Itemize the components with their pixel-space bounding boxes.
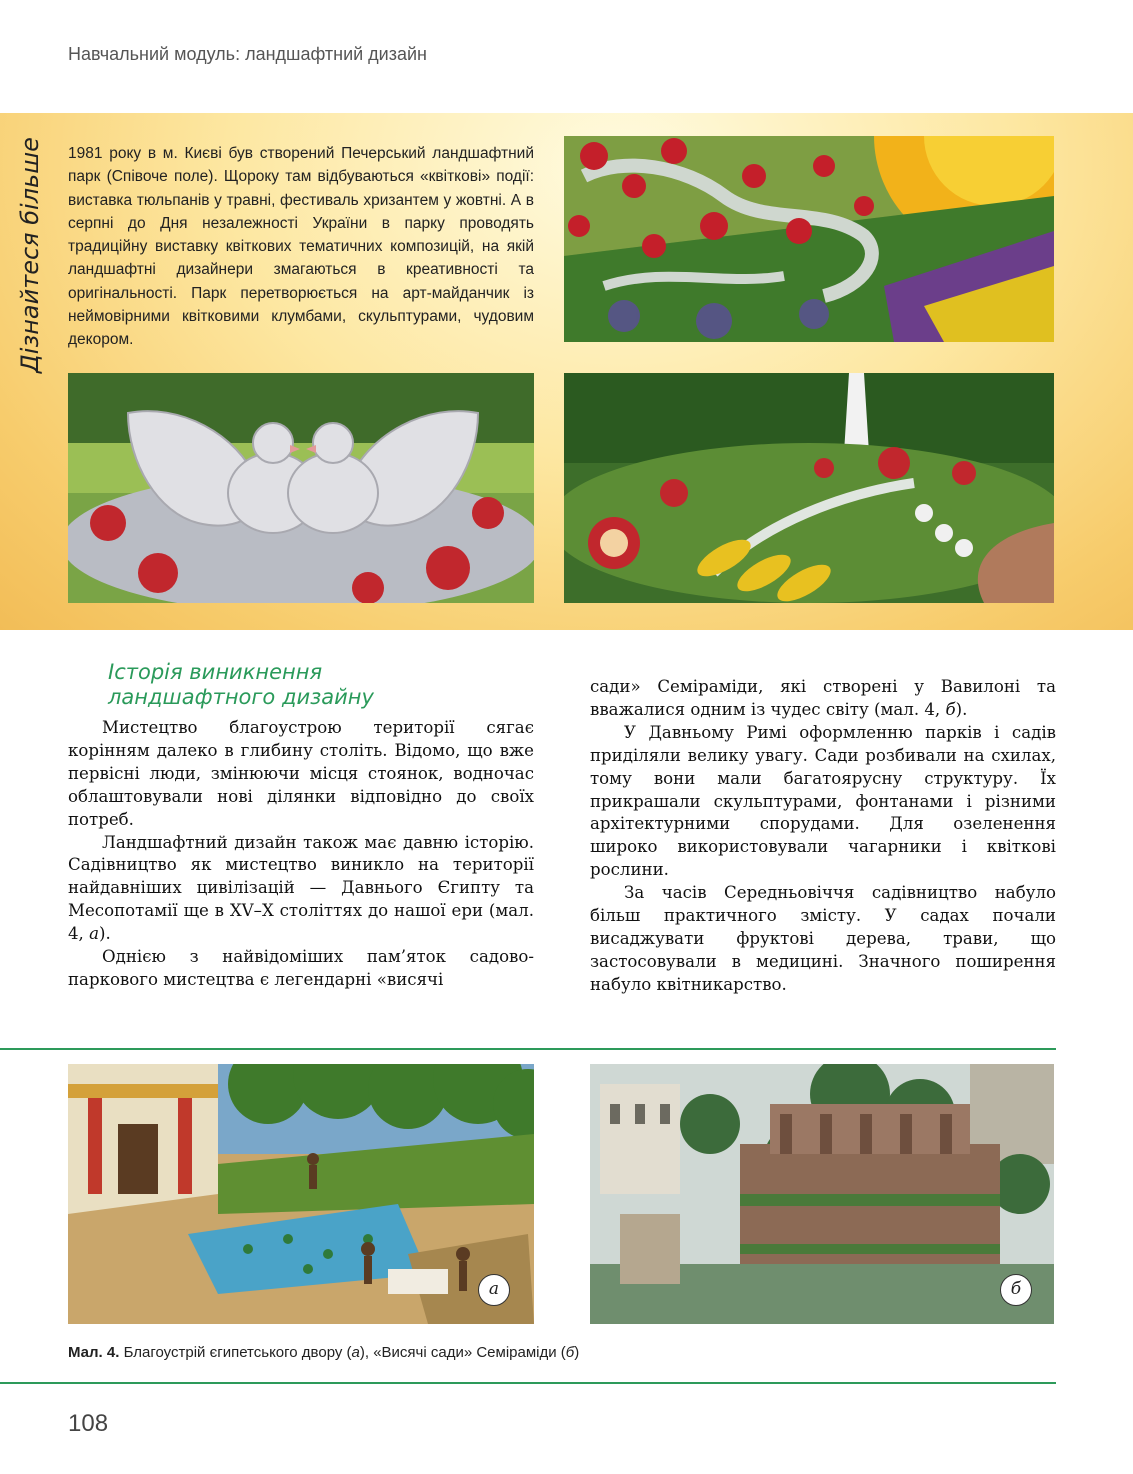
figure-ref: а <box>89 924 100 944</box>
figure-ref: б <box>945 699 956 719</box>
flower-carpet-photo <box>564 136 1054 342</box>
paragraph: Однією з найвідоміших пам’яток садово-паркового мистецтва є легендарні «висячі <box>68 947 534 989</box>
figure-top-rule <box>0 1048 1056 1050</box>
figure-label-b: б <box>1000 1274 1032 1306</box>
left-column <box>68 717 534 992</box>
caption-text: ), «Висячі сади» Семіраміди ( <box>359 1344 566 1361</box>
paragraph: Мистецтво благоустрою території сягає корінням далеко в глибину століть. Відомо, що вже первісні люди, змінюючи місця стоянок, водночас облаштовували нові ділянки відповідно до своїх потреб. <box>68 718 534 829</box>
caption-text: ) <box>574 1344 580 1361</box>
caption-ref-a: а <box>351 1344 360 1361</box>
figure-label-a: а <box>478 1274 510 1306</box>
page-number: 108 <box>68 1410 109 1437</box>
egyptian-courtyard-figure <box>68 1064 534 1324</box>
paragraph-text: сади» Семіраміди, які створені у Вавилоні та вважалися одним із чудес світу (мал. 4, <box>590 677 1056 719</box>
caption-ref-b: б <box>565 1344 575 1361</box>
paragraph-text: Ландшафтний дизайн також має давню історію. Садівництво як мистецтво виникло на території найдавніших цивілізацій — Давнього Єгипту та Месопотамії ще в XV–X століттях до нашої ери (мал. 4, <box>68 832 534 944</box>
sidebar-label: Дізнайтеся більше <box>16 137 44 373</box>
learn-more-sidebar <box>10 137 50 373</box>
caption-label: Мал. 4. <box>68 1344 120 1361</box>
caption-text: Благоустрій єгипетського двору ( <box>119 1344 352 1361</box>
paragraph <box>590 676 1056 722</box>
paragraph: За часів Середньовіччя садівництво набуло більш практичного змісту. У садах почали висаджувати фруктові дерева, трави, що застосовували в медицині. Значного поширення набуло квітникарство. <box>590 883 1056 994</box>
section-heading <box>108 660 374 710</box>
section-heading-line2: ландшафтного дизайну <box>108 685 374 709</box>
paragraph-end: ). <box>955 699 968 719</box>
figure-caption <box>68 1344 579 1361</box>
paragraph-end: ). <box>99 924 111 944</box>
figure-bottom-rule <box>0 1382 1056 1384</box>
running-head: Навчальний модуль: ландшафтний дизайн <box>68 44 427 64</box>
doves-sculpture-photo <box>68 373 534 603</box>
paragraph: У Давньому Римі оформленню парків і садів приділяли велику увагу. Сади розбивали на схилах, тому вони мали багатоярусну структуру. Їх прикрашали скульптурами, фонтанами і різними архітектурними спорудами. Для озеленення широко використовували чагарники і квіткові рослини. <box>590 722 1056 880</box>
intro-text: 1981 року в м. Києві був створений Печерський ландшафтний парк (Співоче поле). Щороку там відбуваються «квіткові» події: виставка тюльпанів у травні, фестиваль хризантем у жовтні. А в серпні до Дня незалежності України в парку проводять традиційну виставку квіткових тематичних композицій, на якій ландшафтні дизайнери змагаються в креативності та оригінальності. Парк перетворюється на арт-майданчик із неймовірними квітковими клумбами, скульптурами, чудовим декором. <box>68 145 534 349</box>
right-column <box>590 676 1056 997</box>
hanging-gardens-figure <box>590 1064 1054 1324</box>
flower-composition-photo <box>564 373 1054 603</box>
section-heading-line1: Історія виникнення <box>108 660 323 684</box>
paragraph <box>68 832 534 947</box>
